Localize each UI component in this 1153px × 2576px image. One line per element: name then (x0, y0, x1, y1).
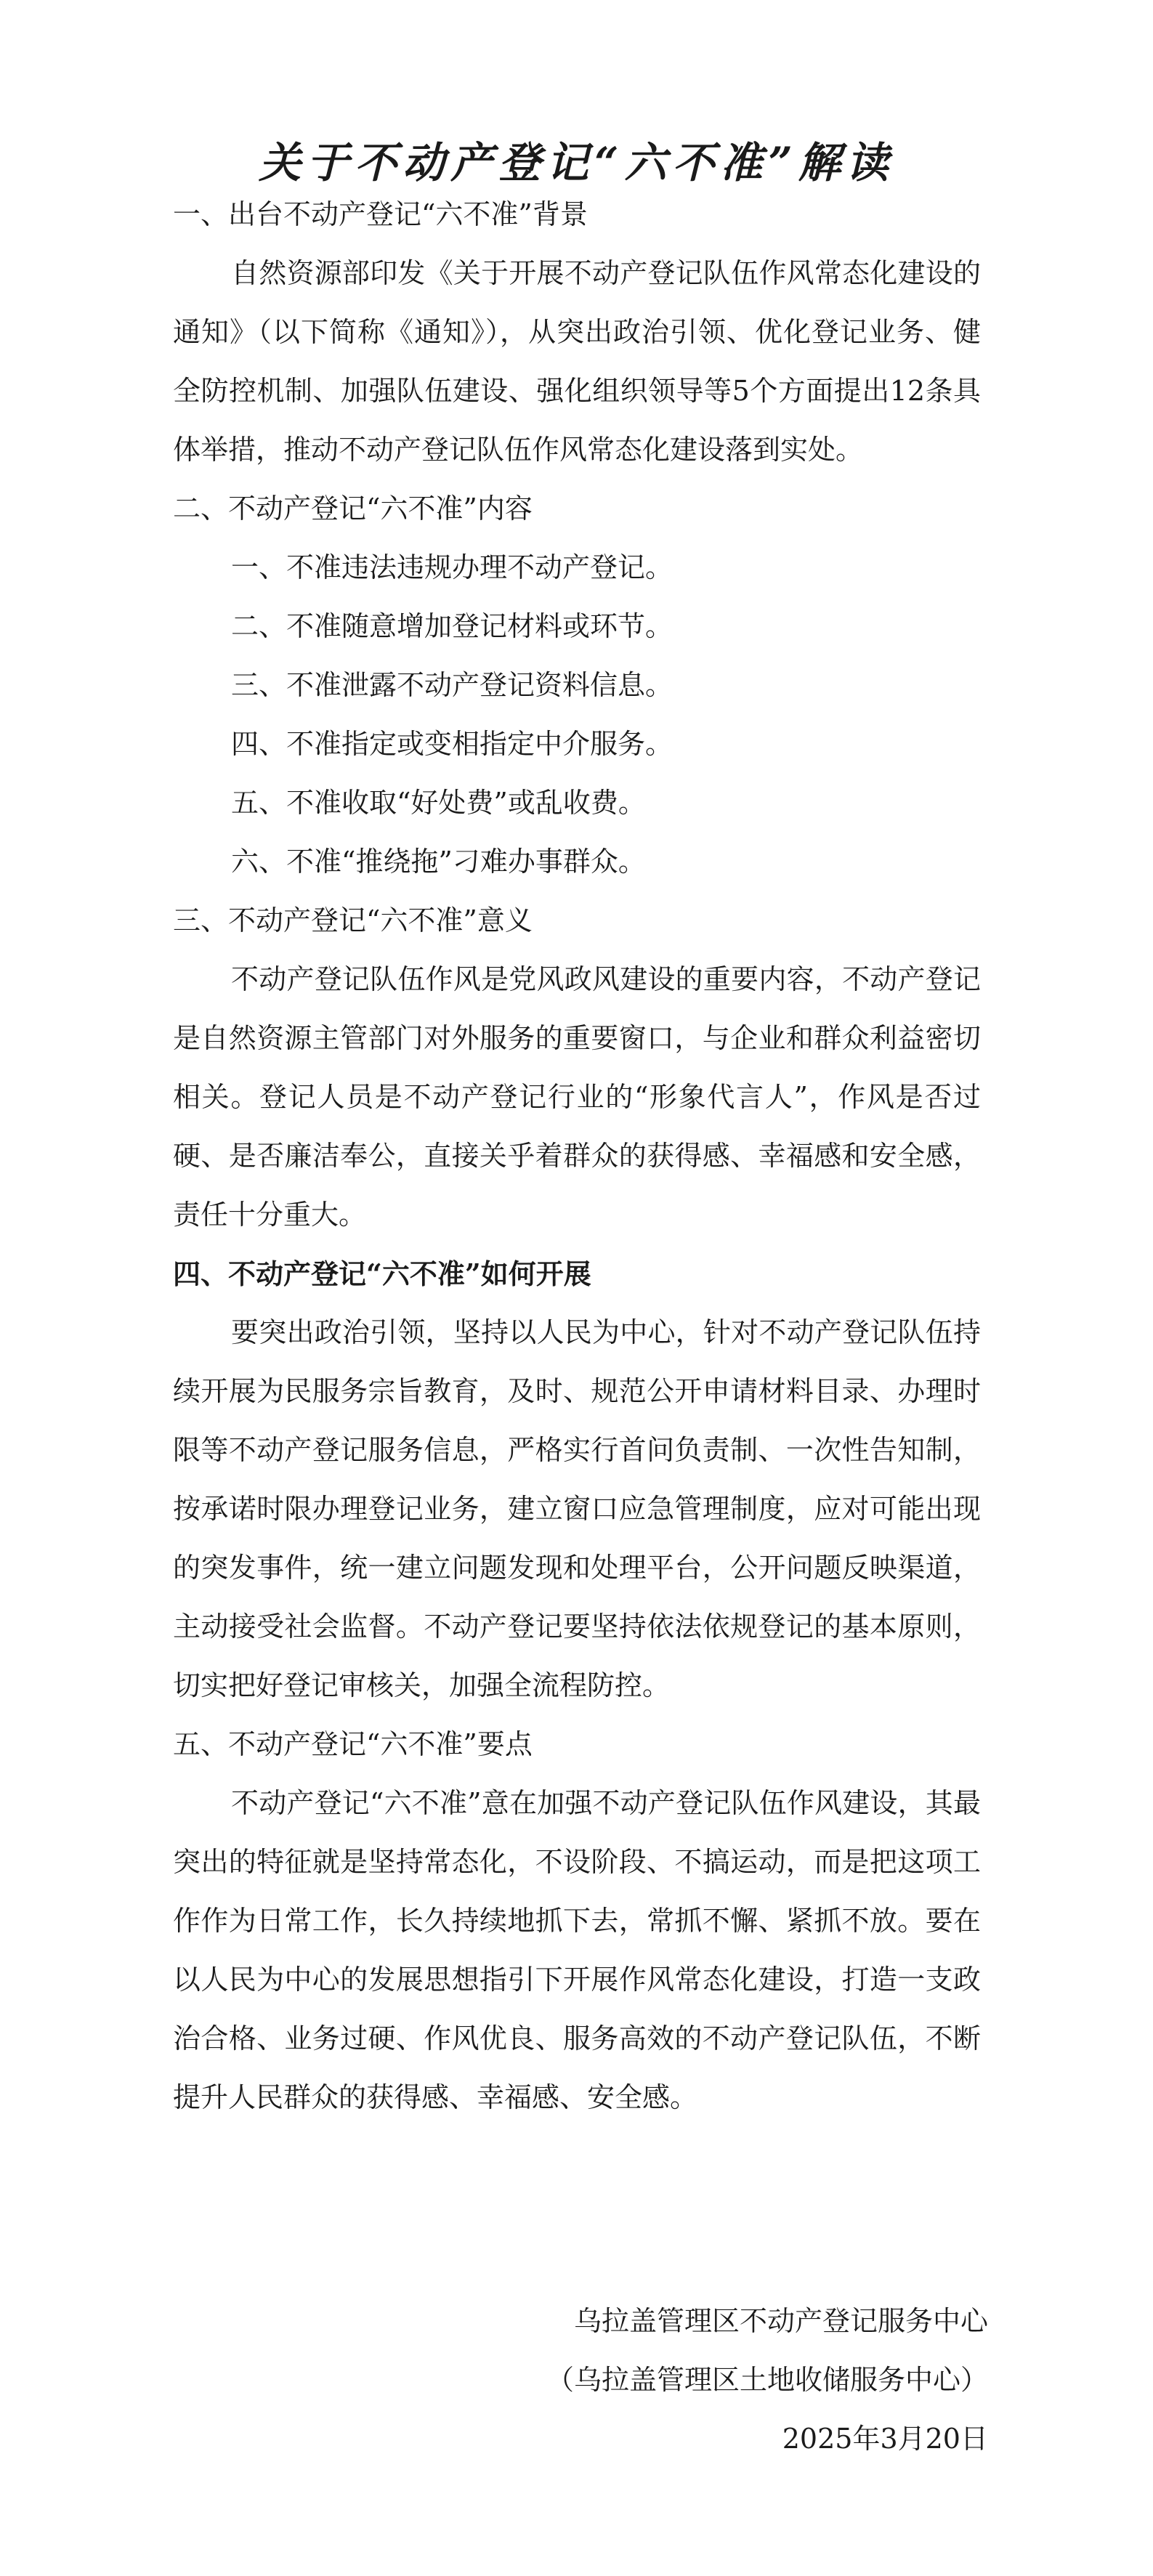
section-background (173, 185, 981, 479)
section-key-points (173, 1715, 981, 2127)
section-significance (173, 891, 981, 1244)
list-item: 六、不准“推绕拖”刁难办事群众。 (231, 846, 646, 878)
signature-organization-alt: （乌拉盖管理区土地收储服务中心） (546, 2364, 988, 2396)
signature-organization: 乌拉盖管理区不动产登记服务中心 (573, 2305, 988, 2337)
list-item: 五、不准收取“好处费”或乱收费。 (231, 787, 646, 819)
section-paragraph: 不动产登记队伍作风是党风政风建设的重要内容，不动产登记是自然资源主管部门对外服务的重要窗口，与企业和群众利益密切相关。登记人员是不动产登记行业的“形象代言人”，作风是否过硬、是否廉洁奉公，直接关乎着群众的获得感、幸福感和安全感，责任十分重大。 (173, 963, 981, 1231)
section-paragraph: 自然资源部印发《关于开展不动产登记队伍作风常态化建设的通知》（以下简称《通知》），从突出政治引领、优化登记业务、健全防控机制、加强队伍建设、强化组织领导等5个方面提出12条具体举措，推动不动产登记队伍作风常态化建设落到实处。 (173, 257, 981, 466)
section-paragraph: 不动产登记“六不准”意在加强不动产登记队伍作风建设，其最突出的特征就是坚持常态化，不设阶段、不搞运动，而是把这项工作作为日常工作，长久持续地抓下去，常抓不懈、紧抓不放。要在以人民为中心的发展思想指引下开展作风常态化建设，打造一支政治合格、业务过硬、作风优良、服务高效的不动产登记队伍，不断提升人民群众的获得感、幸福感、安全感。 (173, 1787, 981, 2113)
rules-list (173, 538, 981, 891)
document-title: 关于不动产登记“六不准”解读 (259, 137, 894, 187)
section-heading: 二、不动产登记“六不准”内容 (173, 493, 533, 524)
list-item: 四、不准指定或变相指定中介服务。 (231, 728, 673, 760)
document-body (173, 185, 981, 2127)
section-paragraph: 要突出政治引领，坚持以人民为中心，针对不动产登记队伍持续开展为民服务宗旨教育，及时、规范公开申请材料目录、办理时限等不动产登记服务信息，严格实行首问负责制、一次性告知制，按承诺时限办理登记业务，建立窗口应急管理制度，应对可能出现的突发事件，统一建立问题发现和处理平台，公开问题反映渠道，主动接受社会监督。不动产登记要坚持依法依规登记的基本原则，切实把好登记审核关，加强全流程防控。 (173, 1316, 981, 1701)
section-content (173, 479, 981, 891)
section-heading: 三、不动产登记“六不准”意义 (173, 904, 533, 936)
section-heading: 四、不动产登记“六不准”如何开展 (173, 1257, 591, 1290)
list-item: 三、不准泄露不动产登记资料信息。 (231, 669, 673, 701)
signature-date: 2025年3月20日 (782, 2423, 988, 2455)
section-implementation (173, 1244, 981, 1715)
list-item: 二、不准随意增加登记材料或环节。 (231, 610, 673, 642)
section-heading: 一、出台不动产登记“六不准”背景 (173, 198, 588, 230)
section-heading: 五、不动产登记“六不准”要点 (173, 1728, 533, 1760)
list-item: 一、不准违法违规办理不动产登记。 (231, 551, 673, 583)
